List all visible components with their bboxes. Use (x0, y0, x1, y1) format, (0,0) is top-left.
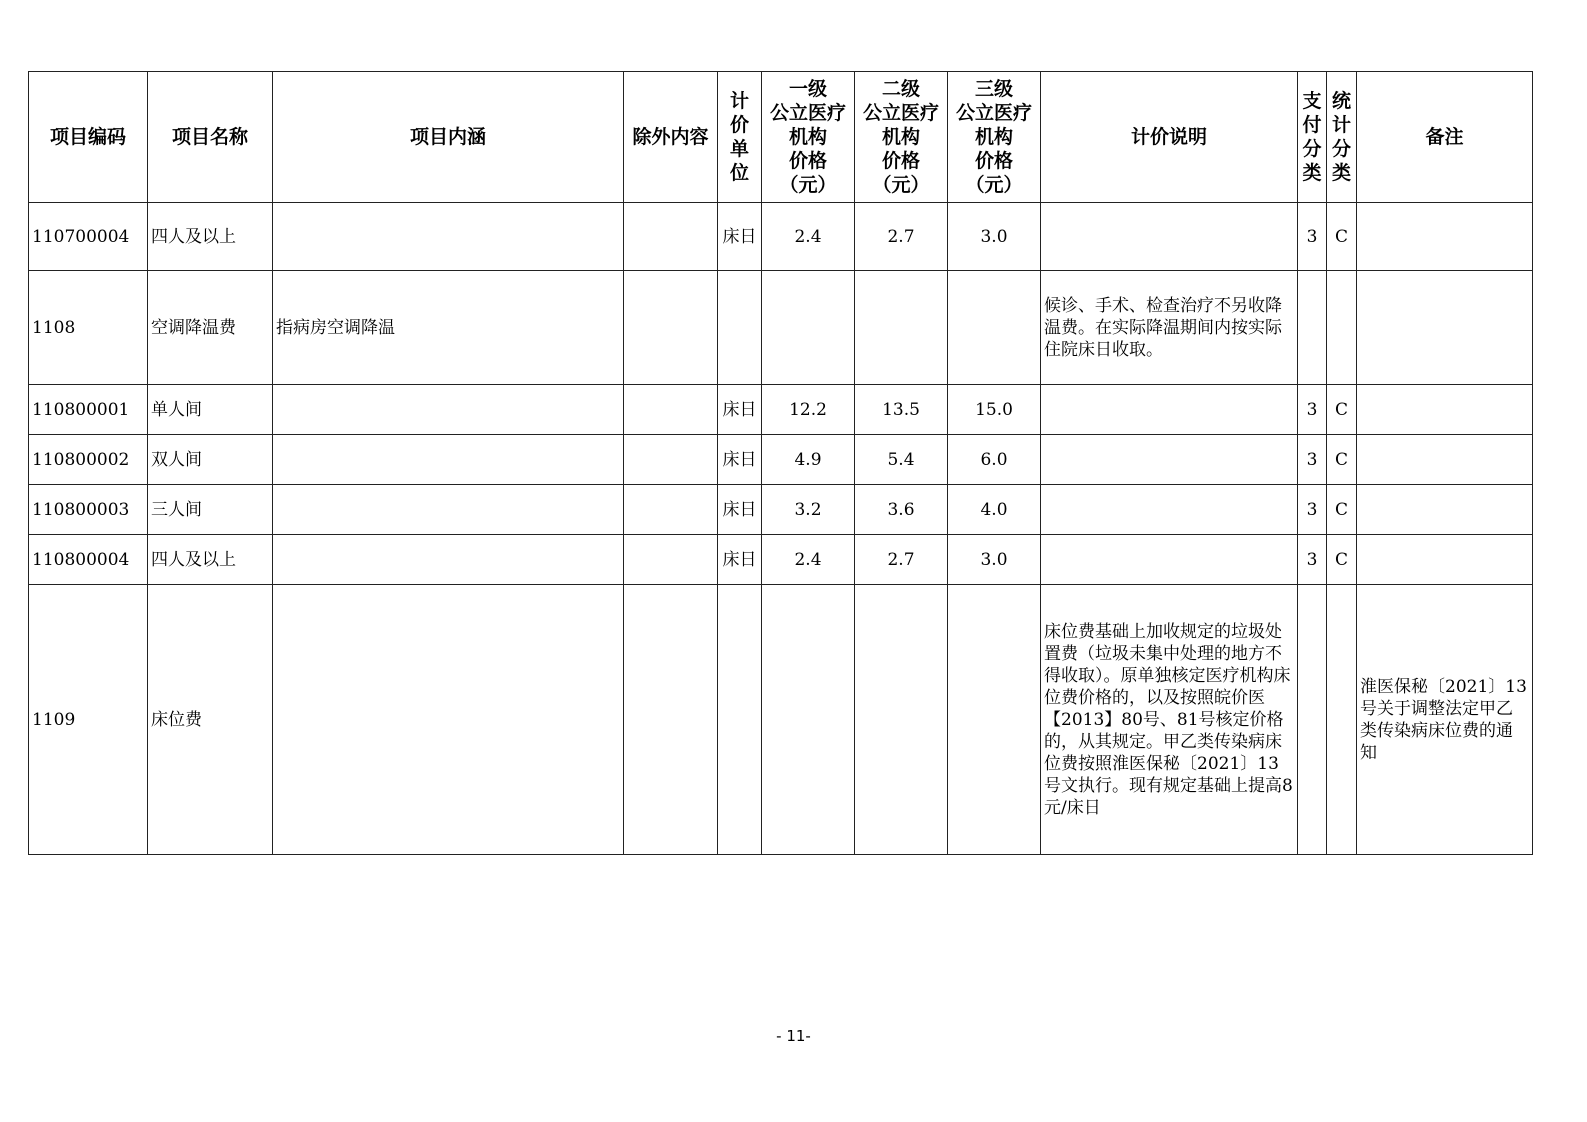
cell-price-level2: 2.7 (855, 535, 948, 585)
cell-price-level3: 4.0 (948, 485, 1041, 535)
cell-content (273, 585, 624, 855)
cell-unit: 床日 (718, 535, 762, 585)
cell-price-level2 (855, 585, 948, 855)
cell-pay-class: 3 (1298, 485, 1327, 535)
cell-price-level2: 3.6 (855, 485, 948, 535)
header-price-level1: 一级 公立医疗 机构 价格 （元） (762, 72, 855, 203)
cell-remark (1357, 435, 1533, 485)
cell-name: 四人及以上 (148, 535, 273, 585)
cell-price-level2: 13.5 (855, 385, 948, 435)
cell-stat-class: C (1327, 535, 1357, 585)
cell-remark: 淮医保秘〔2021〕13号关于调整法定甲乙类传染病床位费的通知 (1357, 585, 1533, 855)
header-remark: 备注 (1357, 72, 1533, 203)
cell-name: 三人间 (148, 485, 273, 535)
cell-pay-class: 3 (1298, 203, 1327, 271)
cell-price-level3: 15.0 (948, 385, 1041, 435)
cell-code: 1108 (29, 271, 148, 385)
header-code: 项目编码 (29, 72, 148, 203)
cell-code: 110700004 (29, 203, 148, 271)
cell-pay-class (1298, 585, 1327, 855)
table-row (29, 585, 1533, 855)
cell-content (273, 385, 624, 435)
header-pricing-note: 计价说明 (1041, 72, 1298, 203)
cell-price-level1 (762, 271, 855, 385)
cell-stat-class: C (1327, 385, 1357, 435)
cell-code: 110800003 (29, 485, 148, 535)
cell-price-level1: 2.4 (762, 203, 855, 271)
cell-stat-class: C (1327, 435, 1357, 485)
header-stat-class: 统计分类 (1327, 72, 1357, 203)
cell-pricing-note: 候诊、手术、检查治疗不另收降温费。在实际降温期间内按实际住院床日收取。 (1041, 271, 1298, 385)
cell-price-level1: 12.2 (762, 385, 855, 435)
cell-code: 110800002 (29, 435, 148, 485)
header-unit: 计价单位 (718, 72, 762, 203)
cell-remark (1357, 203, 1533, 271)
price-table (28, 71, 1533, 855)
cell-price-level3: 3.0 (948, 203, 1041, 271)
cell-price-level3 (948, 271, 1041, 385)
header-price-level3: 三级 公立医疗 机构 价格 （元） (948, 72, 1041, 203)
table-row (29, 203, 1533, 271)
page-number: - 11- (776, 1027, 811, 1045)
cell-pricing-note (1041, 485, 1298, 535)
cell-name: 空调降温费 (148, 271, 273, 385)
table-row (29, 385, 1533, 435)
cell-code: 110800004 (29, 535, 148, 585)
cell-pricing-note: 床位费基础上加收规定的垃圾处置费（垃圾未集中处理的地方不得收取）。原单独核定医疗机构床位费价格的，以及按照皖价医【2013】80号、81号核定价格的，从其规定。甲乙类传染病床位费按照淮医保秘〔2021〕13号文执行。现有规定基础上提高8元/床日 (1041, 585, 1298, 855)
cell-price-level2 (855, 271, 948, 385)
cell-name: 四人及以上 (148, 203, 273, 271)
cell-unit: 床日 (718, 435, 762, 485)
cell-exclusion (624, 535, 718, 585)
cell-pricing-note (1041, 435, 1298, 485)
header-row (29, 72, 1533, 203)
cell-price-level3 (948, 585, 1041, 855)
cell-stat-class: C (1327, 485, 1357, 535)
cell-price-level2: 2.7 (855, 203, 948, 271)
cell-pricing-note (1041, 385, 1298, 435)
cell-exclusion (624, 385, 718, 435)
table-row (29, 535, 1533, 585)
cell-unit: 床日 (718, 385, 762, 435)
cell-stat-class (1327, 585, 1357, 855)
cell-price-level1: 2.4 (762, 535, 855, 585)
cell-exclusion (624, 485, 718, 535)
cell-unit: 床日 (718, 485, 762, 535)
cell-price-level1: 3.2 (762, 485, 855, 535)
cell-remark (1357, 485, 1533, 535)
cell-pay-class: 3 (1298, 385, 1327, 435)
cell-remark (1357, 271, 1533, 385)
header-content: 项目内涵 (273, 72, 624, 203)
cell-content (273, 535, 624, 585)
cell-exclusion (624, 585, 718, 855)
header-name: 项目名称 (148, 72, 273, 203)
cell-pricing-note (1041, 535, 1298, 585)
cell-exclusion (624, 435, 718, 485)
cell-exclusion (624, 271, 718, 385)
cell-pay-class (1298, 271, 1327, 385)
cell-unit (718, 585, 762, 855)
cell-remark (1357, 385, 1533, 435)
table-row (29, 485, 1533, 535)
cell-price-level1: 4.9 (762, 435, 855, 485)
cell-exclusion (624, 203, 718, 271)
table-row (29, 271, 1533, 385)
header-price-level2: 二级 公立医疗 机构 价格 （元） (855, 72, 948, 203)
cell-name: 双人间 (148, 435, 273, 485)
cell-content: 指病房空调降温 (273, 271, 624, 385)
cell-stat-class: C (1327, 203, 1357, 271)
cell-remark (1357, 535, 1533, 585)
cell-name: 单人间 (148, 385, 273, 435)
cell-price-level3: 6.0 (948, 435, 1041, 485)
table-row (29, 435, 1533, 485)
cell-name: 床位费 (148, 585, 273, 855)
cell-unit (718, 271, 762, 385)
cell-code: 1109 (29, 585, 148, 855)
cell-unit: 床日 (718, 203, 762, 271)
cell-price-level1 (762, 585, 855, 855)
cell-pay-class: 3 (1298, 435, 1327, 485)
cell-content (273, 203, 624, 271)
header-exclusion: 除外内容 (624, 72, 718, 203)
cell-price-level3: 3.0 (948, 535, 1041, 585)
cell-code: 110800001 (29, 385, 148, 435)
cell-content (273, 435, 624, 485)
cell-pay-class: 3 (1298, 535, 1327, 585)
cell-price-level2: 5.4 (855, 435, 948, 485)
cell-stat-class (1327, 271, 1357, 385)
header-pay-class: 支付分类 (1298, 72, 1327, 203)
cell-content (273, 485, 624, 535)
cell-pricing-note (1041, 203, 1298, 271)
